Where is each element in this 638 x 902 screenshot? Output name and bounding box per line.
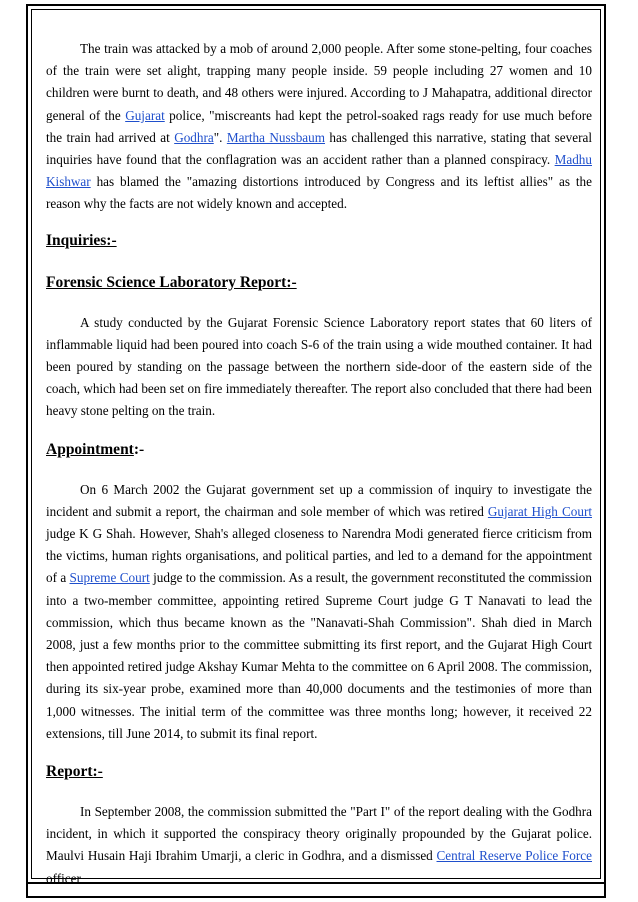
heading-report: Report:- bbox=[46, 763, 103, 781]
intro-text-3: ". bbox=[213, 129, 227, 145]
link-crpf[interactable]: Central Reserve Police Force bbox=[436, 848, 592, 864]
heading-inquiries: Inquiries:- bbox=[46, 231, 117, 249]
link-martha-nussbaum[interactable]: Martha Nussbaum bbox=[226, 129, 326, 145]
appointment-paragraph bbox=[46, 479, 592, 745]
appointment-text-2: judge K G Shah. However, Shah's alleged closeness to Narendra Modi generated fierce criticism from the victims, human rights organisations, and political parties, and led to a demand for the appointment of a bbox=[46, 526, 592, 586]
appointment-text-1: On 6 March 2002 the Gujarat government set up a commission of inquiry to investigate the incident and submit a report, the chairman and sole member of which was retired bbox=[46, 481, 592, 519]
appointment-text-3: judge to the commission. As a result, the government reconstituted the commission into a two-member committee, appointing retired Supreme Court judge G T Nanavati to lead the commission, which thus became known as the "Nanavati-Shah Commission". Shah died in March 2008, just a few months prior to the committee submitting its first report, and the Gujarat High Court then appointed retired judge Akshay Kumar Mehta to the committee on 6 April 2008. The commission, during its six-year probe, examined more than 40,000 documents and the testimonies of more than 1,000 witnesses. The initial term of the committee was three months long; however, it received 22 extensions, till June 2014, to submit its final report. bbox=[46, 570, 592, 741]
forensic-paragraph: A study conducted by the Gujarat Forensic Science Laboratory report states that 60 liters of inflammable liquid had been poured into coach S-6 of the train using a wide mouthed container. It had been poured by standing on the passage between the northern side-door of the eastern side of the coach, which had been set on fire immediately thereafter. The report also concluded that there had been heavy stone pelting on the train. bbox=[46, 314, 592, 419]
heading-appointment bbox=[46, 439, 592, 461]
report-text-2: officer bbox=[46, 870, 81, 886]
link-gujarat-high-court[interactable]: Gujarat High Court bbox=[487, 503, 592, 519]
intro-paragraph bbox=[46, 38, 592, 216]
report-paragraph bbox=[46, 801, 592, 890]
report-text-1: In September 2008, the commission submitted the "Part I" of the report dealing with the Godhra incident, in which it supported the conspiracy theory originally propounded by the Gujarat police. Maulvi Husain Haji Ibrahim Umarji, a cleric in Godhra, and a dismissed bbox=[46, 804, 592, 864]
heading-appointment-label: Appointment bbox=[46, 440, 134, 458]
intro-text-4: has challenged this narrative, stating that several inquiries have found that the conflagration was an accident rather than a planned conspiracy. bbox=[46, 129, 593, 168]
link-gujarat[interactable]: Gujarat bbox=[125, 107, 165, 123]
link-madhu-kishwar[interactable]: Madhu Kishwar bbox=[46, 152, 592, 190]
document-body bbox=[46, 38, 592, 890]
link-godhra[interactable]: Godhra bbox=[174, 129, 214, 145]
intro-text-1: The train was attacked by a mob of around 2,000 people. After some stone-pelting, four coaches of the train were set alight, trapping many people inside. 59 people including 27 women and 10 children were burnt to death, and 48 others were injured. According to J Mahapatra, additional director general of the bbox=[46, 41, 592, 123]
link-supreme-court[interactable]: Supreme Court bbox=[69, 570, 150, 586]
heading-appointment-suffix: :- bbox=[133, 440, 145, 458]
intro-text-5: has blamed the "amazing distortions introduced by Congress and its leftist allies" as the reason why the facts are not widely known and accepted. bbox=[46, 174, 592, 212]
heading-forensic-report: Forensic Science Laboratory Report:- bbox=[46, 273, 297, 291]
intro-text-2: police, "miscreants had kept the petrol-soaked rags ready for use much before the train had arrived at bbox=[46, 107, 592, 145]
